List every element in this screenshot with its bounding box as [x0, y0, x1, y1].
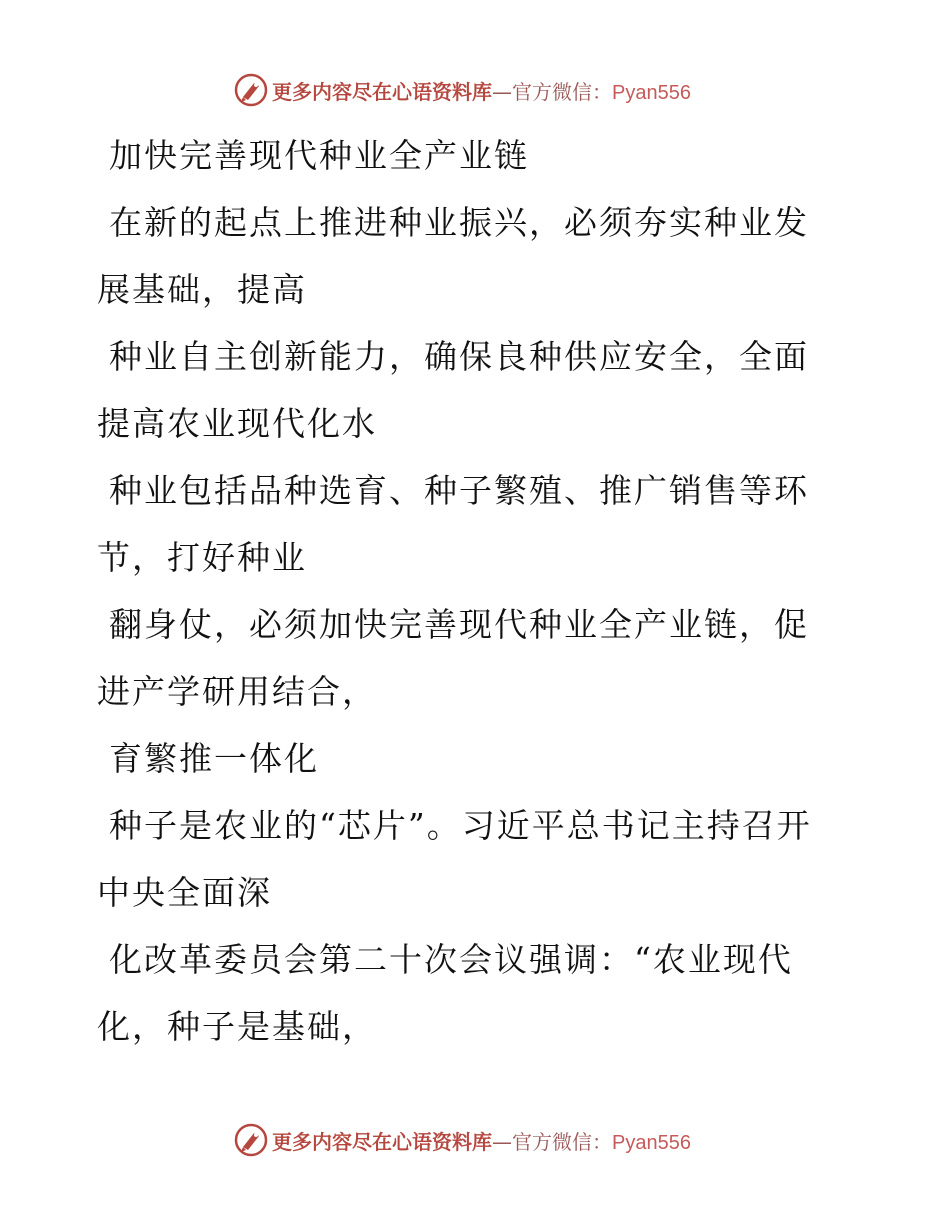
banner-main-text: 更多内容尽在心语资料库 [272, 79, 492, 104]
banner-dash: — [492, 1129, 512, 1154]
banner-text [272, 76, 691, 105]
paragraph-1 [97, 122, 837, 189]
banner-main-text: 更多内容尽在心语资料库 [272, 1129, 492, 1154]
paragraph-5 [97, 591, 837, 725]
footer-watermark-banner [234, 1122, 691, 1158]
paragraph-2-text: 在新的起点上推进种业振兴，必须夯实种业发展基础，提高 [97, 203, 809, 309]
paragraph-6-text: 育繁推一体化 [109, 739, 319, 778]
pen-logo-icon [234, 1123, 268, 1157]
banner-dash: — [492, 79, 512, 104]
paragraph-4-text: 种业包括品种选育、种子繁殖、推广销售等环节，打好种业 [97, 471, 809, 577]
document-body [97, 122, 837, 1060]
paragraph-1-text: 加快完善现代种业全产业链 [109, 136, 529, 175]
paragraph-8 [97, 926, 837, 1060]
paragraph-7 [97, 792, 837, 926]
banner-sub-text: 官方微信： [512, 1129, 612, 1154]
banner-account: Pyan556 [612, 81, 691, 104]
banner-account: Pyan556 [612, 1131, 691, 1154]
paragraph-8-text: 化改革委员会第二十次会议强调：“农业现代化，种子是基础， [97, 940, 793, 1046]
paragraph-5-text: 翻身仗，必须加快完善现代种业全产业链，促进产学研用结合， [97, 605, 809, 711]
paragraph-4 [97, 457, 837, 591]
pen-logo-icon [234, 73, 268, 107]
paragraph-6 [97, 725, 837, 792]
banner-text [272, 1126, 691, 1155]
paragraph-3-text: 种业自主创新能力，确保良种供应安全，全面提高农业现代化水 [97, 337, 809, 443]
paragraph-2 [97, 189, 837, 323]
banner-sub-text: 官方微信： [512, 79, 612, 104]
paragraph-3 [97, 323, 837, 457]
paragraph-7-text: 种子是农业的“芯片”。习近平总书记主持召开中央全面深 [97, 806, 812, 912]
header-watermark-banner [234, 72, 691, 108]
